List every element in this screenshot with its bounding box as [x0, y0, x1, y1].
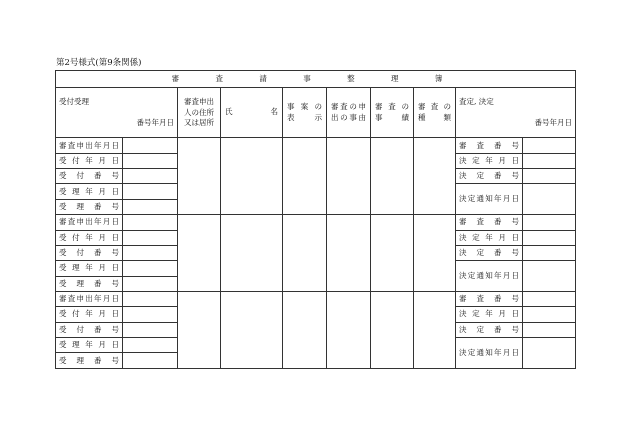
- label-review-number: 審査番号: [456, 215, 523, 230]
- applicant-address-cell: [178, 215, 221, 292]
- record-row: [56, 138, 576, 153]
- record-cell: [371, 138, 414, 215]
- label-decision-date: 決定年月日: [456, 230, 523, 245]
- value-cell: [523, 138, 576, 153]
- kind-cell: [414, 291, 456, 368]
- label-acceptance-number: 受理番号: [56, 199, 123, 214]
- value-cell: [523, 245, 576, 260]
- record-cell: [371, 215, 414, 292]
- label-receipt-number: 受付番号: [56, 245, 123, 260]
- label-decision-notice-date: 決定通知年月日: [456, 338, 523, 369]
- name-cell: [221, 215, 283, 292]
- label-decision-date: 決定年月日: [456, 153, 523, 168]
- label-request-date: 審査申出年月日: [56, 138, 123, 153]
- value-cell: [523, 230, 576, 245]
- reason-cell: [327, 138, 371, 215]
- label-acceptance-number: 受理番号: [56, 353, 123, 369]
- value-cell: [123, 199, 178, 214]
- matter-cell: [283, 138, 327, 215]
- label-receipt-date: 受付年月日: [56, 307, 123, 322]
- reason-cell: [327, 291, 371, 368]
- value-cell: [523, 153, 576, 168]
- matter-cell: [283, 291, 327, 368]
- value-cell: [123, 245, 178, 260]
- header-applicant-address: 審査申出 人の住所 又は居所: [178, 87, 221, 138]
- value-cell: [123, 184, 178, 199]
- value-cell: [123, 291, 178, 306]
- value-cell: [523, 184, 576, 215]
- label-decision-notice-date: 決定通知年月日: [456, 261, 523, 292]
- value-cell: [523, 322, 576, 337]
- value-cell: [523, 261, 576, 292]
- value-cell: [523, 307, 576, 322]
- label-acceptance-number: 受理番号: [56, 276, 123, 291]
- value-cell: [123, 215, 178, 230]
- header-name: 氏 名: [221, 87, 283, 138]
- label-acceptance-date: 受理年月日: [56, 338, 123, 353]
- value-cell: [523, 215, 576, 230]
- label-request-date: 審査申出年月日: [56, 215, 123, 230]
- label-decision-notice-date: 決定通知年月日: [456, 184, 523, 215]
- value-cell: [523, 291, 576, 306]
- record-cell: [371, 291, 414, 368]
- form-caption: 第2号様式(第9条関係): [56, 58, 142, 68]
- label-receipt-number: 受付番号: [56, 169, 123, 184]
- applicant-address-cell: [178, 138, 221, 215]
- value-cell: [523, 169, 576, 184]
- header-matter-display: 事案の 表 示: [283, 87, 327, 138]
- value-cell: [123, 307, 178, 322]
- record-row: [56, 291, 576, 306]
- review-request-register-table: [55, 70, 576, 369]
- header-review-record: 審査の 事 績: [371, 87, 414, 138]
- value-cell: [123, 138, 178, 153]
- label-review-number: 審査番号: [456, 138, 523, 153]
- header-row: [56, 87, 576, 138]
- value-cell: [123, 230, 178, 245]
- record-row: [56, 215, 576, 230]
- matter-cell: [283, 215, 327, 292]
- kind-cell: [414, 215, 456, 292]
- name-cell: [221, 291, 283, 368]
- value-cell: [123, 276, 178, 291]
- value-cell: [123, 153, 178, 168]
- label-decision-number: 決定番号: [456, 322, 523, 337]
- label-acceptance-date: 受理年月日: [56, 184, 123, 199]
- label-receipt-number: 受付番号: [56, 322, 123, 337]
- value-cell: [523, 338, 576, 369]
- register-title: 審 査 請 事 整 理 簿: [56, 71, 576, 88]
- kind-cell: [414, 138, 456, 215]
- label-decision-date: 決定年月日: [456, 307, 523, 322]
- label-request-date: 審査申出年月日: [56, 291, 123, 306]
- label-acceptance-date: 受理年月日: [56, 261, 123, 276]
- label-receipt-date: 受付年月日: [56, 153, 123, 168]
- value-cell: [123, 261, 178, 276]
- header-review-kind: 審査の 種 類: [414, 87, 456, 138]
- header-decision-number-date: 査定, 決定 番号年月日: [456, 87, 576, 138]
- value-cell: [123, 353, 178, 369]
- reason-cell: [327, 215, 371, 292]
- label-decision-number: 決定番号: [456, 245, 523, 260]
- value-cell: [123, 322, 178, 337]
- header-accept-number-date: 受付受理 番号年月日: [56, 87, 178, 138]
- header-request-reason: 審査の申 出の事由: [327, 87, 371, 138]
- applicant-address-cell: [178, 291, 221, 368]
- label-decision-number: 決定番号: [456, 169, 523, 184]
- value-cell: [123, 169, 178, 184]
- value-cell: [123, 338, 178, 353]
- label-review-number: 審査番号: [456, 291, 523, 306]
- name-cell: [221, 138, 283, 215]
- label-receipt-date: 受付年月日: [56, 230, 123, 245]
